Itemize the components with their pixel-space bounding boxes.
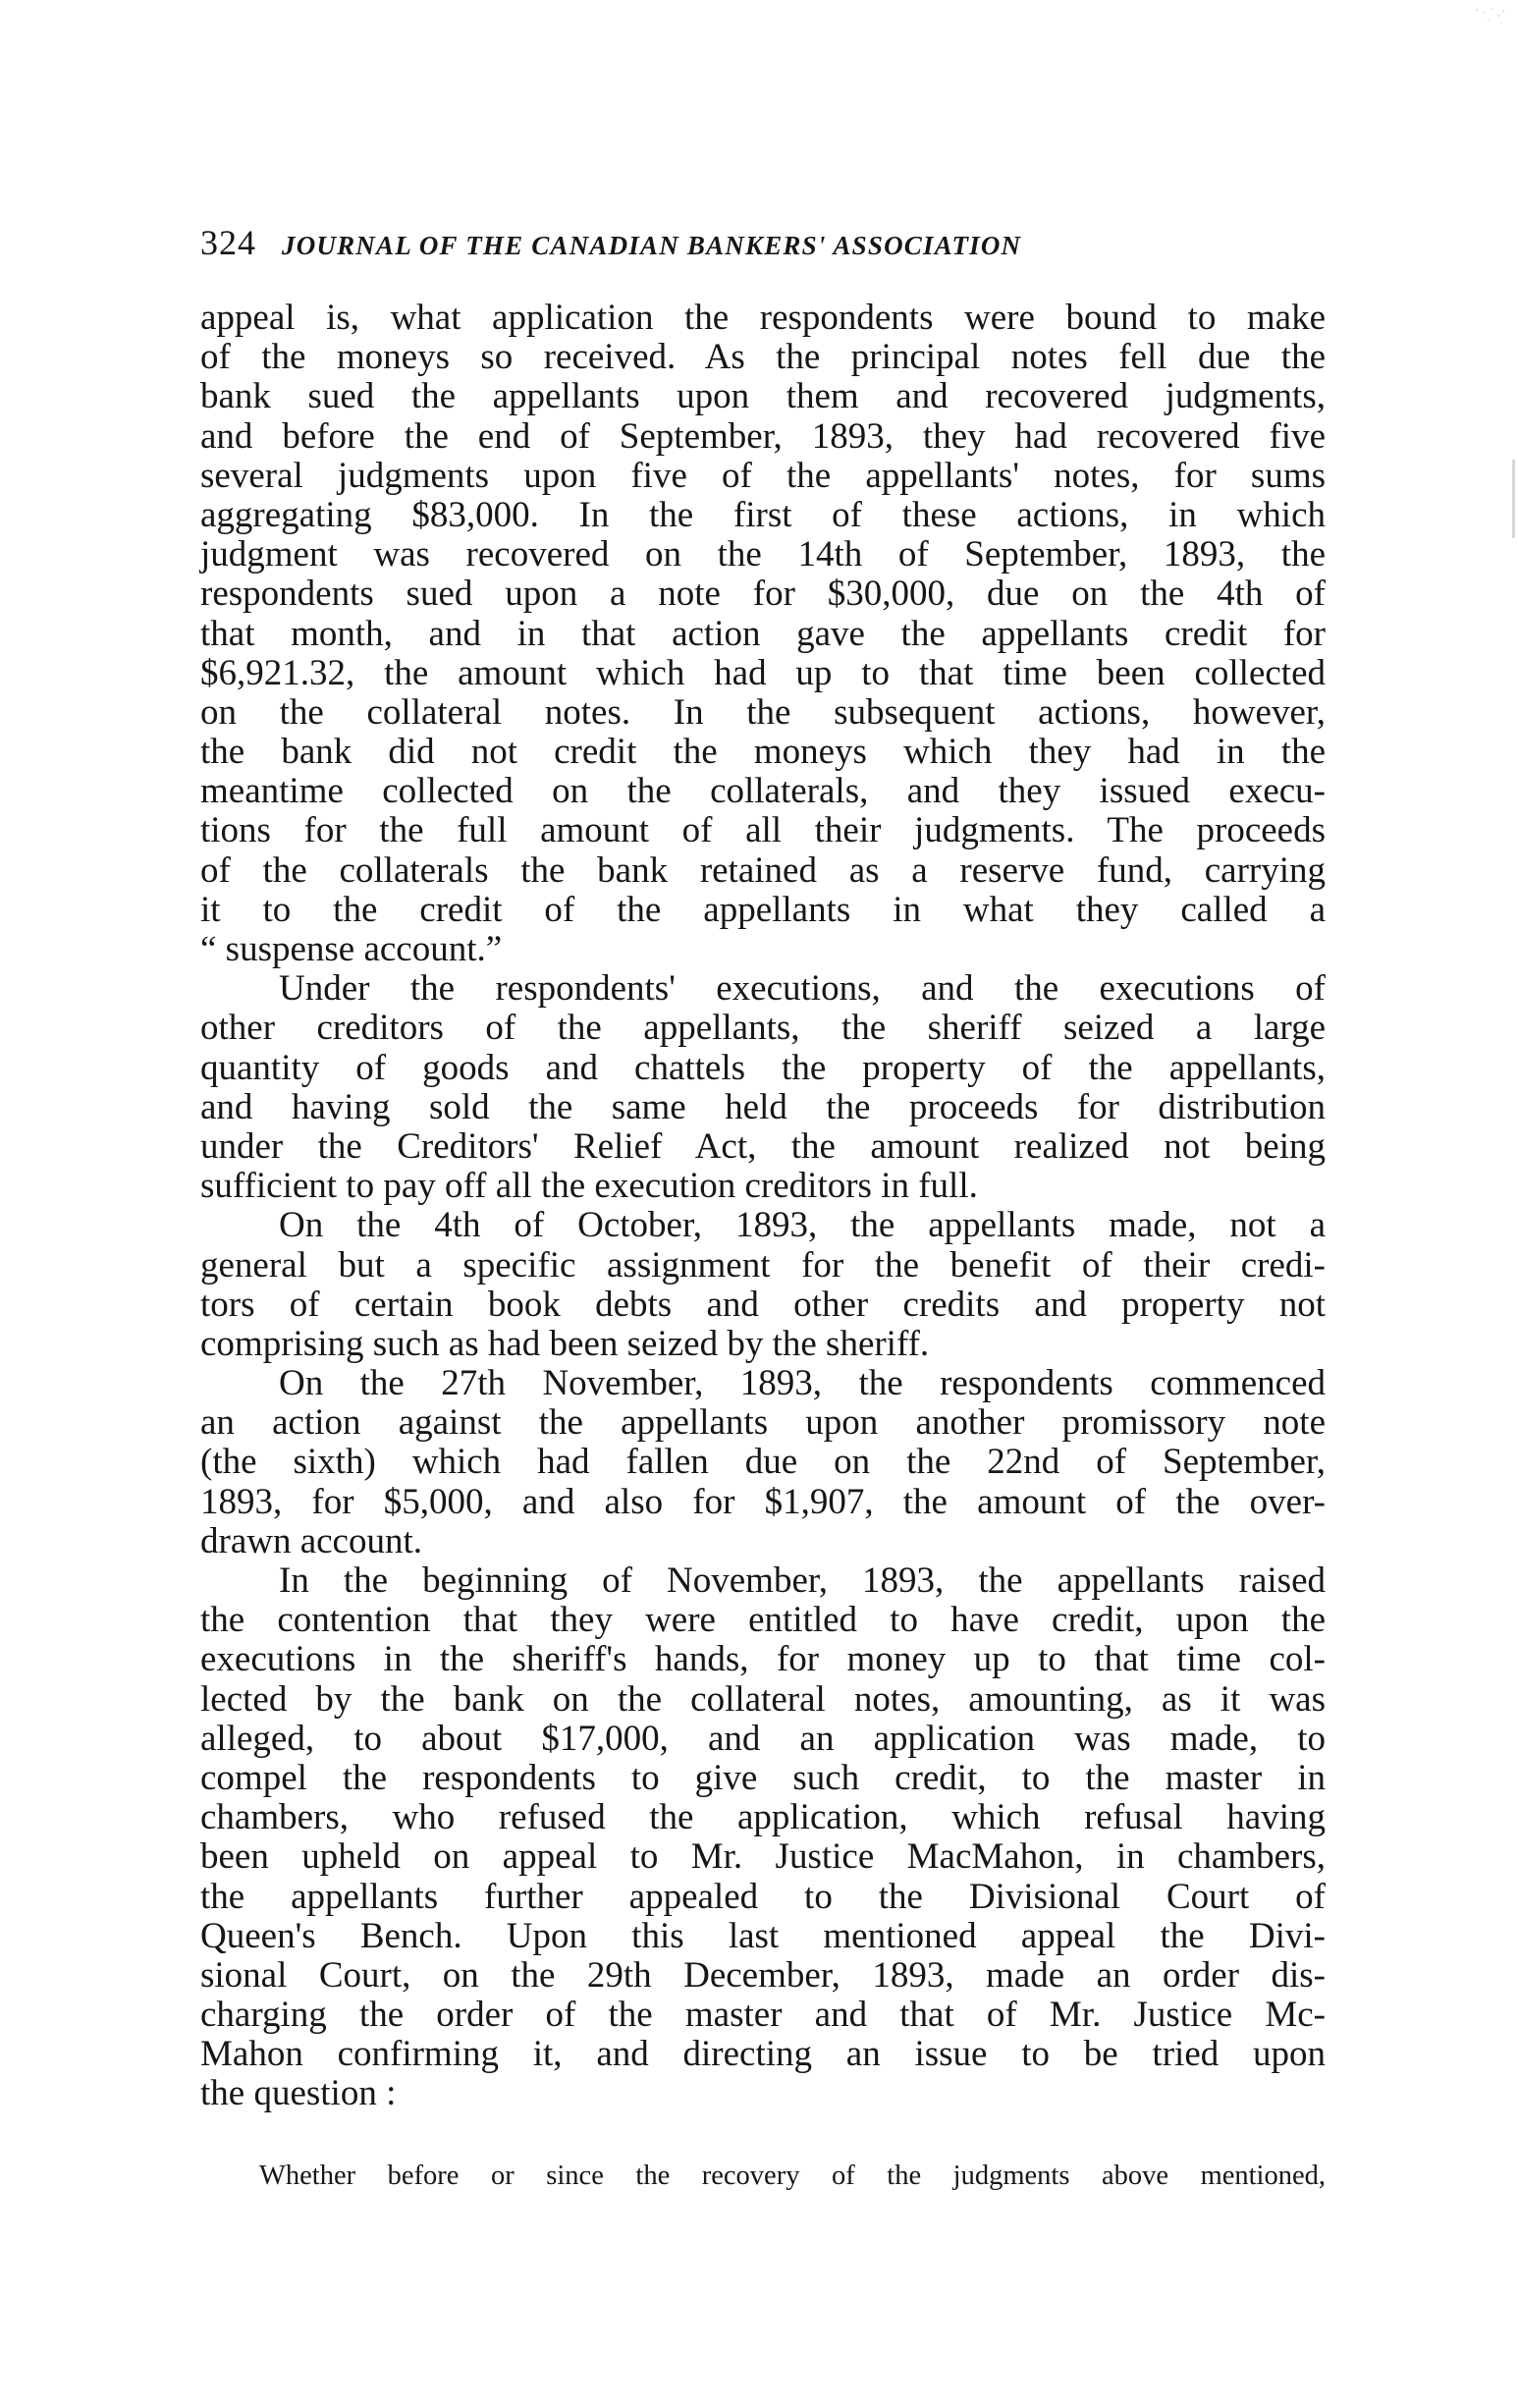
text-line: that month, and in that action gave the appellants credit for	[200, 613, 1326, 654]
text-line: On the 4th of October, 1893, the appellants made, not a	[279, 1205, 1326, 1246]
text-line: lected by the bank on the collateral notes, amounting, as it was	[200, 1678, 1326, 1720]
scan-edge-mark	[1512, 460, 1515, 538]
text-line: appeal is, what application the respondents were bound to make	[200, 298, 1326, 338]
text-line: alleged, to about $17,000, and an application was made, to	[200, 1718, 1326, 1759]
text-line: the appellants further appealed to the Divisional Court of	[200, 1876, 1326, 1917]
text-line: charging the order of the master and that of Mr. Justice Mc-	[200, 1995, 1326, 2036]
text-line: it to the credit of the appellants in what they called a	[200, 889, 1326, 930]
text-line: chambers, who refused the application, which refusal having	[200, 1797, 1326, 1838]
text-line: aggregating $83,000. In the first of these actions, in which	[200, 494, 1326, 535]
text-line: several judgments upon five of the appellants' notes, for sums	[200, 455, 1326, 496]
text-line: tors of certain book debts and other credits and property not	[200, 1284, 1326, 1325]
page-number: 324	[200, 223, 256, 262]
text-line: In the beginning of November, 1893, the appellants raised	[279, 1560, 1326, 1601]
text-line: $6,921.32, the amount which had up to that time been collected	[200, 652, 1326, 693]
body-text	[200, 299, 1326, 2114]
text-line: sufficient to pay off all the execution creditors in full.	[200, 1166, 978, 1207]
text-line: of the collaterals the bank retained as a reserve fund, carrying	[200, 849, 1326, 891]
text-line: 1893, for $5,000, and also for $1,907, the amount of the over-	[200, 1481, 1326, 1522]
text-line: and before the end of September, 1893, they had recovered five	[200, 415, 1326, 457]
text-line: drawn account.	[200, 1520, 423, 1561]
scan-speckle	[1471, 6, 1506, 31]
journal-title: JOURNAL OF THE CANADIAN BANKERS' ASSOCIATION	[282, 231, 1022, 260]
text-line: Queen's Bench. Upon this last mentioned appeal the Divi-	[200, 1915, 1326, 1956]
text-line: quantity of goods and chattels the property of the appellants,	[200, 1047, 1326, 1088]
text-line: Mahon confirming it, and directing an issue to be tried upon	[200, 2034, 1326, 2075]
text-line: an action against the appellants upon another promissory note	[200, 1402, 1326, 1444]
text-line: judgment was recovered on the 14th of September, 1893, the	[200, 534, 1326, 575]
text-line: the question :	[200, 2073, 397, 2114]
text-line: tions for the full amount of all their judgments. The proceeds	[200, 810, 1326, 851]
text-line: meantime collected on the collaterals, and they issued execu-	[200, 771, 1326, 812]
text-line: (the sixth) which had fallen due on the 22nd of September,	[200, 1442, 1326, 1483]
text-line: comprising such as had been seized by the sheriff.	[200, 1323, 930, 1364]
text-line: of the moneys so received. As the principal notes fell due the	[200, 337, 1326, 378]
quoted-issue: Whether before or since the recovery of the judgments above mentioned,	[259, 2161, 1326, 2191]
running-head	[200, 222, 1329, 271]
text-line: under the Creditors' Relief Act, the amount realized not being	[200, 1125, 1326, 1167]
text-line: and having sold the same held the proceeds for distribution	[200, 1086, 1326, 1127]
text-line: On the 27th November, 1893, the respondents commenced	[279, 1363, 1326, 1404]
text-line: compel the respondents to give such credit, to the master in	[200, 1757, 1326, 1798]
text-line: executions in the sheriff's hands, for money up to that time col-	[200, 1639, 1326, 1680]
text-line: sional Court, on the 29th December, 1893, made an order dis-	[200, 1954, 1326, 1996]
text-line: bank sued the appellants upon them and recovered judgments,	[200, 376, 1326, 417]
text-line: the bank did not credit the moneys which they had in the	[200, 732, 1326, 773]
text-line: respondents sued upon a note for $30,000, due on the 4th of	[200, 574, 1326, 615]
text-line: been upheld on appeal to Mr. Justice MacMahon, in chambers,	[200, 1836, 1326, 1878]
text-line: “ suspense account.”	[200, 929, 503, 969]
text-line: on the collateral notes. In the subsequent actions, however,	[200, 691, 1326, 733]
text-line: the contention that they were entitled to have credit, upon the	[200, 1600, 1326, 1641]
text-line: other creditors of the appellants, the sheriff seized a large	[200, 1008, 1326, 1049]
text-line: Under the respondents' executions, and the executions of	[279, 968, 1326, 1010]
text-line: general but a specific assignment for the benefit of their credi-	[200, 1244, 1326, 1286]
